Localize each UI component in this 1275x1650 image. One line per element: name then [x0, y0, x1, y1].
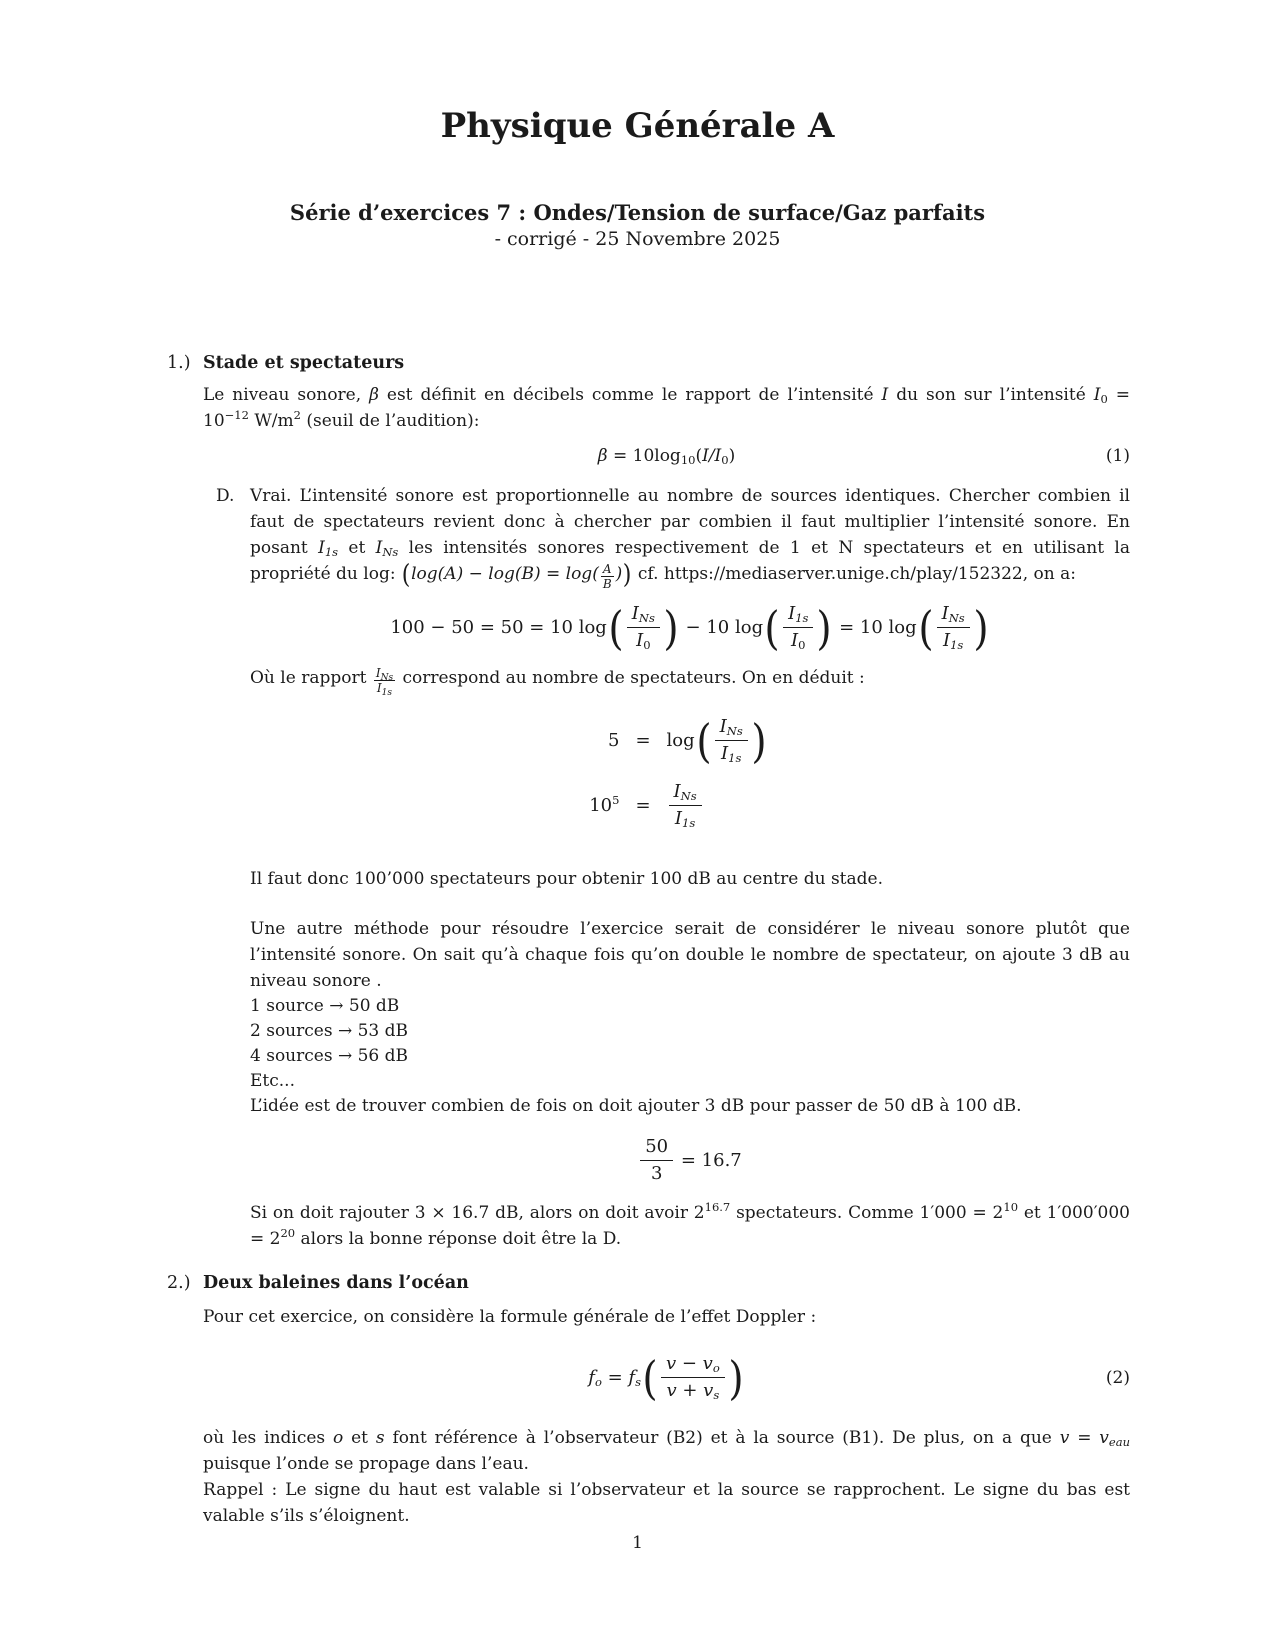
intro-paragraph: Le niveau sonore, β est définit en décibels comme le rapport de l’intensité I du son sur l’intensité $I_0 = 10^{-12}$ $W/m^2$ (seuil de l’audition): [203, 385, 1130, 431]
equation-2-tag: (2) [1105, 1367, 1130, 1388]
document-body [167, 350, 1130, 1529]
fraction-INs-I0: $\frac{I_{Ns}}{I_0}$ [627, 602, 660, 653]
db-line-3: 4 sources → 56 dB [250, 1046, 409, 1066]
aligned-row-1: 5 = log ( $\frac{I_{Ns}}{I_{1s}}$ ) [608, 713, 767, 768]
exercise-1-number: 1.) [167, 353, 191, 373]
equation-main: 100 − 50 = 50 = 10 log ( $\frac{I_{Ns}}{I_0}$ ) − 10 log ( $\frac{I_{1s}}{I_0}$ ) = 10 log ( $\frac{I_{Ns}}{I_{1s}}$ ) [390, 600, 989, 655]
doc-title: Physique Générale A [440, 106, 835, 146]
exercise-1-title: Stade et spectateurs [203, 353, 405, 373]
conclusion-2: Si on doit rajouter 3 × 16.7 dB, alors on doit avoir $2^{16.7}$ spectateurs. Comme $1'000 = 2^{10}$ et $1'000'000 = 2^{20}$ alors la bonne réponse doit être la D. [250, 1200, 1130, 1249]
exercise-2-title: Deux baleines dans l’océan [203, 1273, 469, 1293]
rappel-paragraph: Rappel : Le signe du haut est valable si l’observateur et la source se rapprochent. Le signe du bas est valable s’ils s’éloignent. [203, 1480, 1130, 1526]
equation-1 [203, 443, 1130, 469]
item-d [216, 483, 1130, 1252]
equation-50-3: $\frac{50}{3}$ = 16.7 [250, 1135, 1130, 1186]
rapport-paragraph: Où le rapport $\frac{I_{Ns}}{I_{1s}}$ correspond au nombre de spectateurs. On en déduit : [250, 666, 865, 698]
page-number: 1 [632, 1533, 643, 1553]
method2-paragraph: Une autre méthode pour résoudre l’exercice serait de considérer le niveau sonore plutôt que l’intensité sonore. On sait qu’à chaque fois qu’on double le nombre de spectateur, on ajoute 3 dB au niveau sonore . [250, 919, 1130, 991]
db-line-1: 1 source → 50 dB [250, 996, 400, 1016]
doc-dateline: - corrigé - 25 Novembre 2025 [494, 228, 781, 250]
equation-1-tag: (1) [1105, 446, 1130, 466]
exercise-2-number: 2.) [167, 1273, 191, 1293]
fraction-INs-I1s-inline: $\frac{I_{Ns}}{I_{1s}}$ [375, 666, 394, 698]
fraction-50-3: $\frac{50}{3}$ [640, 1135, 673, 1186]
aligned-row-2: $10^5$ = $\frac{I_{Ns}}{I_{1s}}$ [563, 780, 816, 831]
conclusion-1: Il faut donc 100’000 spectateurs pour obtenir 100 dB au centre du stade. [250, 869, 883, 889]
fraction-a-over-b: $\frac{A}{B}$ [602, 562, 612, 591]
item-d-paragraph: Vrai. L’intensité sonore est proportionnelle au nombre de sources identiques. Chercher combien il faut de spectateurs revient donc à chercher par combien il faut multiplier l’intensité sonore. En posant $I_{1s}$ et $I_{Ns}$ les intensités sonores respectivement de 1 et N spectateurs et en utilisant la propriété du log: (log(A) − log(B) = log( $\frac{A}{B}$ )) cf. https://mediaserver.unige.ch/play/152322, on a: [250, 486, 1130, 591]
fraction-INs-I1s: $\frac{I_{Ns}}{I_{1s}}$ [669, 780, 702, 831]
mediaserver-link[interactable]: https://mediaserver.unige.ch/play/152322 [663, 564, 1023, 584]
fraction-I1s-I0: $\frac{I_{1s}}{I_0}$ [783, 602, 813, 653]
db-line-4: Etc... [250, 1071, 295, 1091]
equation-1-body: $\beta = 10\log_{10}(I/I_0)$ [597, 446, 736, 467]
doc-subtitle: Série d’exercices 7 : Ondes/Tension de surface/Gaz parfaits [289, 200, 986, 225]
outro-paragraph: où les indices o et s font référence à l’observateur (B2) et à la source (B1). De plus, on a que $v = v_{eau}$ puisque l’onde se propage dans l’eau. [203, 1428, 1130, 1474]
db-line-5: L’idée est de trouver combien de fois on doit ajouter 3 dB pour passer de 50 dB à 100 dB. [250, 1096, 1022, 1116]
fraction-INs-I1s: $\frac{I_{Ns}}{I_{1s}}$ [937, 602, 970, 653]
fraction-doppler: $\frac{v - v_o}{v + v_s}$ [661, 1352, 725, 1403]
exercise-2-heading [167, 1270, 1130, 1296]
beta-symbol: β [369, 385, 379, 405]
fraction-INs-I1s: $\frac{I_{Ns}}{I_{1s}}$ [715, 715, 748, 766]
exercise-1-heading [167, 350, 1130, 376]
aligned-equations [250, 708, 1130, 838]
item-d-label: D. [216, 486, 235, 506]
doppler-intro: Pour cet exercice, on considère la formule générale de l’effet Doppler : [203, 1307, 817, 1327]
equation-2: $f_o$ = $f_s$ ( $\frac{v - v_o}{v + v_s}$ ) (2) [588, 1350, 1130, 1405]
db-line-2: 2 sources → 53 dB [250, 1021, 409, 1041]
